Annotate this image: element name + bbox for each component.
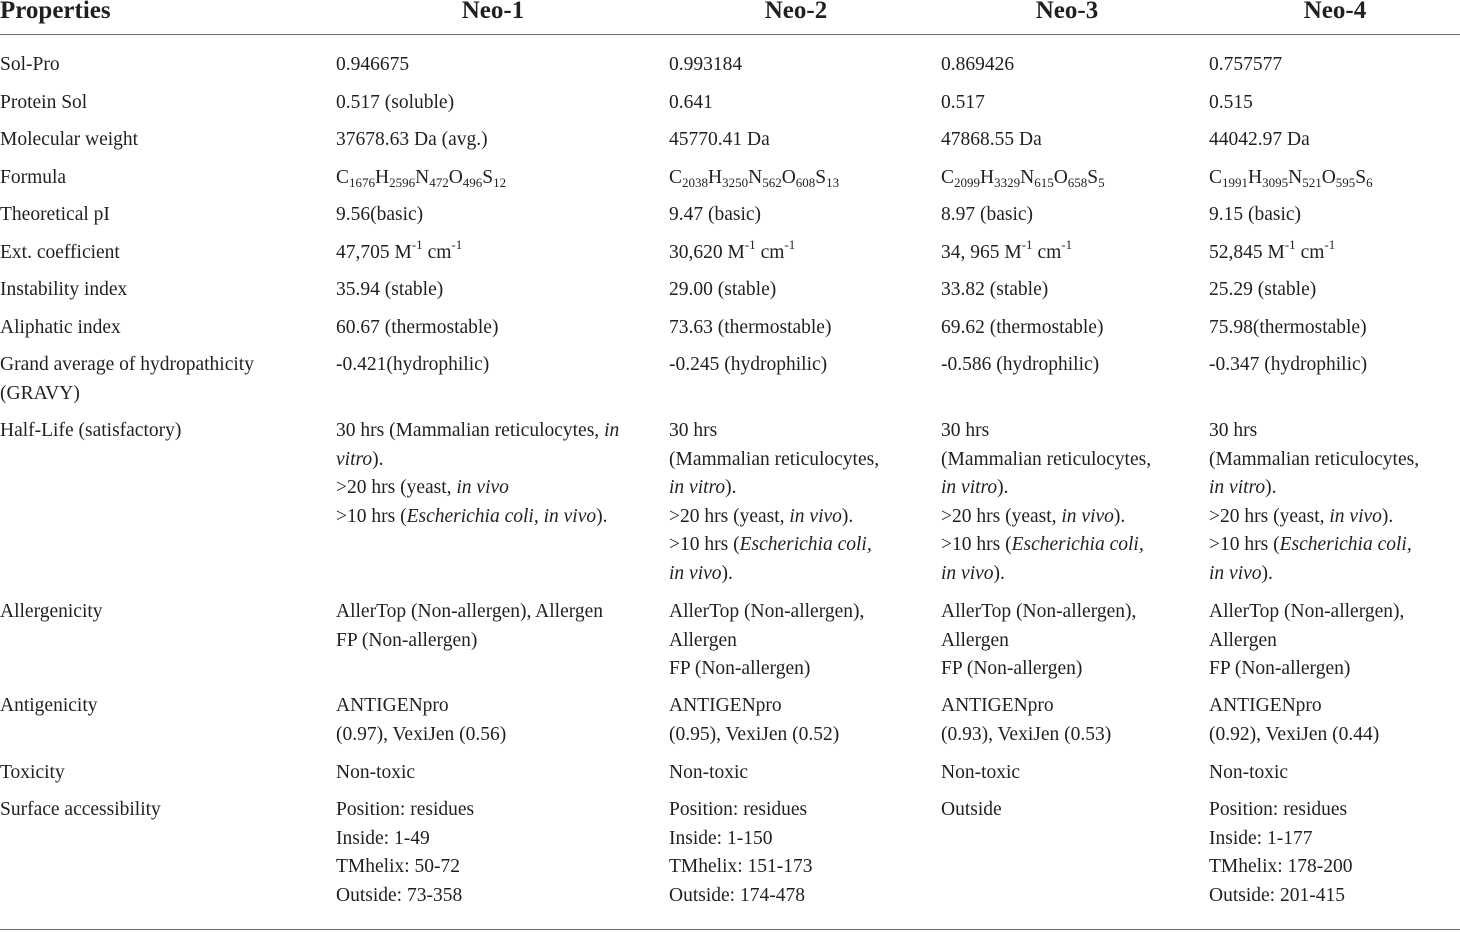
row-label-instability: Instability index [0, 279, 128, 300]
cell-gravy-neo3: -0.586 (hydrophilic) [941, 354, 1100, 375]
cell-gravy-neo4: -0.347 (hydrophilic) [1209, 354, 1368, 375]
cell-formula-neo2: $C_{2038}H_{3250}N_{562}O_{608}S_{13}$ [669, 167, 840, 190]
cell-instability-neo2: 29.00 (stable) [669, 279, 777, 300]
cell-pi-neo3: 8.97 (basic) [941, 204, 1034, 225]
cell-instability-neo4: 25.29 (stable) [1209, 279, 1317, 300]
cell-solpro-neo4: 0.757577 [1209, 54, 1283, 75]
cell-allergenicity-neo2: AllerTop (Non-allergen), Allergen FP (Non-allergen) [669, 601, 865, 680]
cell-halflife-neo3: 30 hrs (Mammalian reticulocytes, in vitro). >20 hrs (yeast, in vivo). >10 hrs (Escherichia coli, in vivo). [941, 420, 1152, 584]
header-properties: Properties [0, 0, 111, 24]
header-neo-1: Neo-1 [461, 0, 525, 24]
cell-ext-neo3: 34, 965 $M^{-1}$ $cm^{-1}$ [941, 237, 1073, 263]
table-bottom-divider [0, 929, 1460, 930]
cell-toxicity-neo3: Non-toxic [941, 762, 1021, 783]
cell-aliphatic-neo3: 69.62 (thermostable) [941, 317, 1104, 338]
cell-halflife-neo4: 30 hrs (Mammalian reticulocytes, in vitro). >20 hrs (yeast, in vivo). >10 hrs (Escherichia coli, in vivo). [1209, 420, 1420, 584]
cell-aliphatic-neo4: 75.98(thermostable) [1209, 317, 1367, 338]
cell-aliphatic-neo1: 60.67 (thermostable) [336, 317, 499, 338]
cell-ext-neo2: 30,620 $M^{-1}$ $cm^{-1}$ [669, 237, 796, 263]
cell-solpro-neo3: 0.869426 [941, 54, 1015, 75]
cell-surface-neo4: Position: residues Inside: 1-177 TMhelix: 178-200 Outside: 201-415 [1209, 799, 1353, 906]
cell-solpro-neo2: 0.993184 [669, 54, 743, 75]
cell-instability-neo1: 35.94 (stable) [336, 279, 444, 300]
cell-allergenicity-neo3: AllerTop (Non-allergen), Allergen FP (Non-allergen) [941, 601, 1137, 680]
row-label-gravy: Grand average of hydropathicity (GRAVY) [0, 354, 254, 404]
cell-surface-neo1: Position: residues Inside: 1-49 TMhelix: 50-72 Outside: 73-358 [336, 799, 475, 906]
row-label-proteinsol: Protein Sol [0, 92, 88, 113]
cell-pi-neo1: 9.56(basic) [336, 204, 424, 225]
row-label-allergenicity: Allergenicity [0, 601, 103, 622]
cell-proteinsol-neo3: 0.517 [941, 92, 985, 113]
cell-formula-neo4: $C_{1991}H_{3095}N_{521}O_{595}S_6$ [1209, 167, 1373, 190]
cell-formula-neo3: $C_{2099}H_{3329}N_{615}O_{658}S_5$ [941, 167, 1105, 190]
cell-gravy-neo2: -0.245 (hydrophilic) [669, 354, 828, 375]
cell-mw-neo4: 44042.97 Da [1209, 129, 1310, 150]
row-label-formula: Formula [0, 167, 67, 188]
cell-antigenicity-neo3: ANTIGENpro (0.93), VexiJen (0.53) [941, 695, 1112, 745]
cell-toxicity-neo2: Non-toxic [669, 762, 749, 783]
row-label-pi: Theoretical pI [0, 204, 110, 225]
cell-proteinsol-neo2: 0.641 [669, 92, 713, 113]
cell-antigenicity-neo4: ANTIGENpro (0.92), VexiJen (0.44) [1209, 695, 1380, 745]
cell-instability-neo3: 33.82 (stable) [941, 279, 1049, 300]
cell-mw-neo2: 45770.41 Da [669, 129, 770, 150]
cell-proteinsol-neo1: 0.517 (soluble) [336, 92, 455, 113]
row-label-surface: Surface accessibility [0, 799, 161, 820]
cell-antigenicity-neo2: ANTIGENpro (0.95), VexiJen (0.52) [669, 695, 840, 745]
header-divider [0, 34, 1460, 35]
row-label-halflife: Half-Life (satisfactory) [0, 420, 182, 441]
row-label-antigenicity: Antigenicity [0, 695, 98, 716]
header-neo-3: Neo-3 [1035, 0, 1099, 24]
header-neo-4: Neo-4 [1303, 0, 1367, 24]
cell-pi-neo4: 9.15 (basic) [1209, 204, 1302, 225]
cell-surface-neo3: Outside [941, 799, 1002, 820]
cell-antigenicity-neo1: ANTIGENpro (0.97), VexiJen (0.56) [336, 695, 507, 745]
cell-allergenicity-neo1: AllerTop (Non-allergen), Allergen FP (Non-allergen) [336, 601, 604, 651]
cell-toxicity-neo1: Non-toxic [336, 762, 416, 783]
row-label-mw: Molecular weight [0, 129, 139, 150]
cell-allergenicity-neo4: AllerTop (Non-allergen), Allergen FP (Non-allergen) [1209, 601, 1405, 680]
row-label-solpro: Sol-Pro [0, 54, 60, 75]
cell-formula-neo1: $C_{1676}H_{2596}N_{472}O_{496}S_{12}$ [336, 167, 507, 190]
row-label-aliphatic: Aliphatic index [0, 317, 121, 338]
cell-surface-neo2: Position: residues Inside: 1-150 TMhelix: 151-173 Outside: 174-478 [669, 799, 813, 906]
cell-mw-neo1: 37678.63 Da (avg.) [336, 129, 488, 150]
cell-toxicity-neo4: Non-toxic [1209, 762, 1289, 783]
cell-ext-neo4: 52,845 $M^{-1}$ $cm^{-1}$ [1209, 237, 1336, 263]
row-label-ext: Ext. coefficient [0, 242, 120, 263]
cell-aliphatic-neo2: 73.63 (thermostable) [669, 317, 832, 338]
row-label-toxicity: Toxicity [0, 762, 65, 783]
cell-proteinsol-neo4: 0.515 [1209, 92, 1253, 113]
cell-ext-neo1: 47,705 $M^{-1}$ $cm^{-1}$ [336, 237, 463, 263]
cell-pi-neo2: 9.47 (basic) [669, 204, 762, 225]
cell-halflife-neo1: 30 hrs (Mammalian reticulocytes, in vitro). >20 hrs (yeast, in vivo >10 hrs (Escherichia coli, in vivo). [336, 420, 620, 527]
cell-mw-neo3: 47868.55 Da [941, 129, 1042, 150]
cell-solpro-neo1: 0.946675 [336, 54, 410, 75]
header-neo-2: Neo-2 [764, 0, 828, 24]
cell-halflife-neo2: 30 hrs (Mammalian reticulocytes, in vitro). >20 hrs (yeast, in vivo). >10 hrs (Escherichia coli, in vivo). [669, 420, 880, 584]
cell-gravy-neo1: -0.421(hydrophilic) [336, 354, 490, 375]
